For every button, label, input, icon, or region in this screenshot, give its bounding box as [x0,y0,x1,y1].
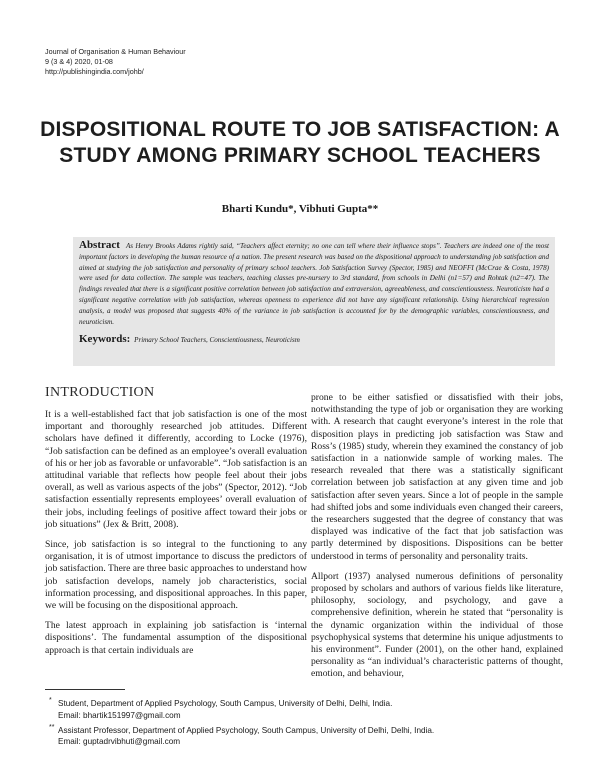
footnote-mark: ** [49,723,55,731]
author-list: Bharti Kundu*, Vibhuti Gupta** [221,203,379,215]
paragraph: The latest approach in explaining job satisfaction is ‘internal dispositions’. The fundamental assumption of the dispositional approach is that certain individuals are [45,620,307,656]
journal-issue: 9 (3 & 4) 2020, 01-08 [45,57,113,66]
abstract-text: As Henry Brooks Adams rightly said, “Teachers affect eternity; no one can tell where their influence stops”. Teachers are indeed one of the most important factors in developing the human resource of a nation. The present research was based on the dispositional approach to understanding job satisfaction and aimed at studying the job satisfaction and personality of primary school teachers. Job Satisfaction Survey (Spector, 1985) and NEOFFI (McCrae & Costa, 1978) were used for data collection. The sample was teachers, teaching classes pre-nursery to 3rd standard, from schools in Delhi (n1=57) and Rohtak (n2=47). The findings revealed that there is a significant positive correlation between job satisfaction and extraversion, agreeableness, and conscientiousness. Neuroticism had a significant negative correlation with job satisfaction, whereas openness to experience did not have any significant relationship. Using hierarchical regression analysis, a model was proposed that suggests 40% of the variance in job satisfaction is accounted for by the demographic variables, conscientiousness, and neuroticism. [79,242,549,326]
right-column [311,392,563,681]
keywords-text: Primary School Teachers, Conscientiousness, Neuroticism [134,336,300,345]
journal-name: Journal of Organisation & Human Behaviour [45,47,186,56]
abstract-paragraph [79,240,549,327]
paragraph: Allport (1937) analysed numerous definitions of personality proposed by scholars and authors of various fields like literature, philosophy, sociology, and psychology, and gave a comprehensive definition, wherein he stated that “personality is the dynamic organization within the individual of those psychophysical systems that determine his unique adjustments to his environment”. Funder (2001), on the other hand, explained personality as “an individual’s characteristic patterns of thought, emotion, and behaviour, [311,570,563,680]
footnote [45,725,434,749]
journal-header [45,47,186,77]
section-heading-introduction: INTRODUCTION [45,385,155,400]
keywords-label: Keywords: [79,333,131,346]
paragraph: Since, job satisfaction is so integral to the functioning to any organisation, it is of utmost importance to discuss the predictors of job satisfaction. There are three basic approaches to understand how job satisfaction develops, namely job characteristics, social information processing, and dispositional approaches. In this paper, we will be focusing on the dispositional approach. [45,539,307,612]
footnote-mark: * [49,697,52,704]
journal-url[interactable]: http://publishingindia.com/johb/ [45,67,144,76]
footnote-divider [45,689,125,690]
abstract-box [73,237,555,366]
paper-title: DISPOSITIONAL ROUTE TO JOB SATISFACTION: A STUDY AMONG PRIMARY SCHOOL TEACHERS [40,118,560,167]
footnote-affiliation: Student, Department of Applied Psychology, South Campus, University of Delhi, Delhi, India. [58,699,393,708]
keywords [79,333,549,345]
paragraph: prone to be either satisfied or dissatisfied with their jobs, notwithstanding the type of job or organisation they are working with. A research that caught everyone’s interest in the role that disposition plays in predicting job satisfaction was Staw and Ross’s (1985) study, wherein they examined the constancy of job satisfaction in a nationwide sample of working males. The research revealed that there was a statistically significant correlation between job satisfaction at any given time and job satisfaction after seven years. Since a lot of people in the sample had shifted jobs and some individuals even changed their careers, the researchers suggested that the degree of constancy that was displayed was indicative of the fact that job satisfaction was partly determined by dispositions. Dispositions can be better understood in terms of personality and personality traits. [311,392,563,562]
paragraph: It is a well-established fact that job satisfaction is one of the most important and thoroughly researched job attitudes. Different scholars have defined it differently, according to Locke (1976), “Job satisfaction can be defined as an employee’s overall evaluation of his or her job as favorable or unfavorable”. “Job satisfaction is an attitudinal variable that reflects how people feel about their jobs overall, as well as various aspects of the jobs” (Spector, 2012). “Job satisfaction essentially represents employees’ overall evaluation of their jobs, including feelings of positive affect toward their jobs or job situations” (Jex & Britt, 2008). [45,409,307,530]
footnote [45,698,434,722]
left-column [45,409,307,657]
footnote-email[interactable]: Email: guptadrvibhuti@gmail.com [58,737,181,747]
abstract-label: Abstract [79,239,120,251]
footnote-email[interactable]: Email: bhartik151997@gmail.com [58,710,181,720]
footnote-affiliation: Assistant Professor, Department of Applied Psychology, South Campus, University of Delhi, Delhi, India. [58,725,435,735]
footnotes [45,698,434,748]
